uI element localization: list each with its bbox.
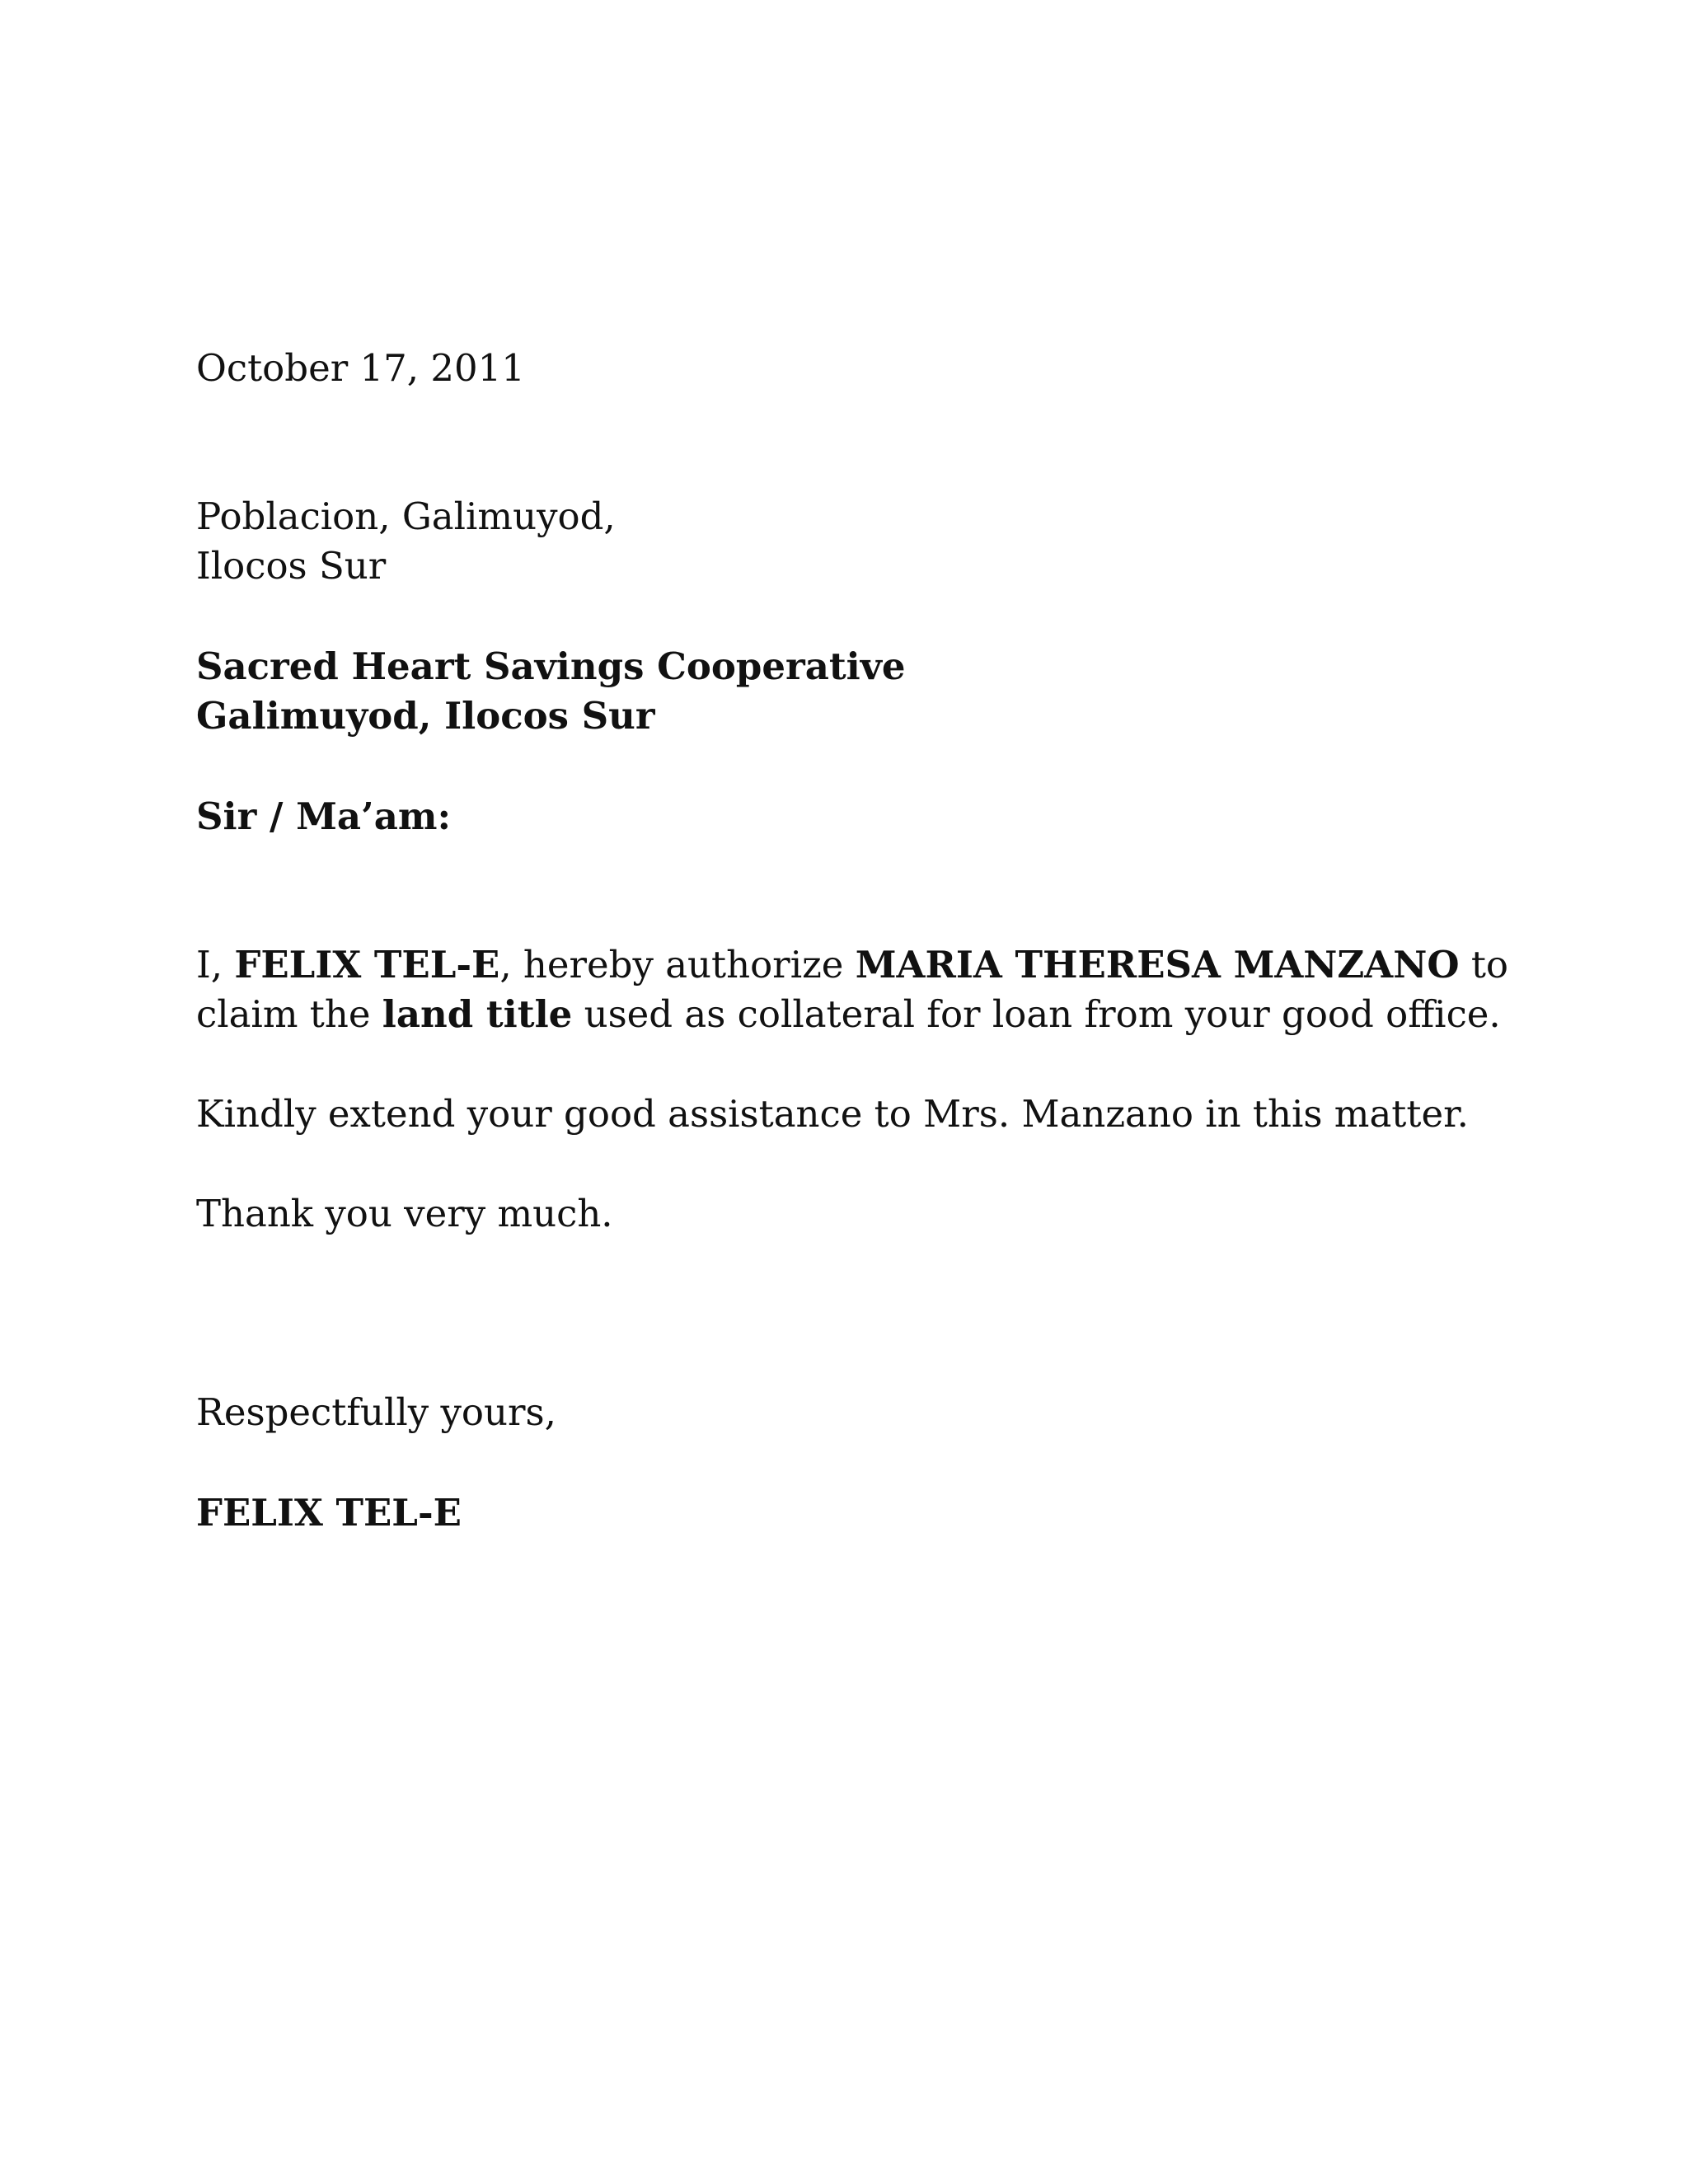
sender-address-line-1: Poblacion, Galimuyod, <box>196 494 616 538</box>
signature-name: FELIX TEL-E <box>196 1491 462 1535</box>
body-paragraph-1-line-2 <box>196 990 1501 1039</box>
body-paragraph-2: Kindly extend your good assistance to Mrs. Manzano in this matter. <box>196 1092 1469 1136</box>
closing: Respectfully yours, <box>196 1390 556 1434</box>
authorized-person-name: MARIA THERESA MANZANO <box>855 943 1460 987</box>
body-paragraph-1-line-1 <box>196 940 1508 990</box>
recipient-location: Galimuyod, Ilocos Sur <box>196 694 655 738</box>
body-text: used as collateral for loan from your good office. <box>572 992 1501 1036</box>
body-text: I, <box>196 943 235 987</box>
body-text: to <box>1459 943 1509 987</box>
recipient-name: Sacred Heart Savings Cooperative <box>196 644 906 688</box>
claimed-item: land title <box>382 992 573 1036</box>
body-text: , hereby authorize <box>499 943 856 987</box>
authorizer-name: FELIX TEL-E <box>234 943 500 987</box>
body-paragraph-3: Thank you very much. <box>196 1192 613 1235</box>
sender-address-line-2: Ilocos Sur <box>196 544 387 588</box>
body-text: claim the <box>196 992 382 1036</box>
salutation: Sir / Ma’am: <box>196 794 452 838</box>
letter-date: October 17, 2011 <box>196 346 525 390</box>
